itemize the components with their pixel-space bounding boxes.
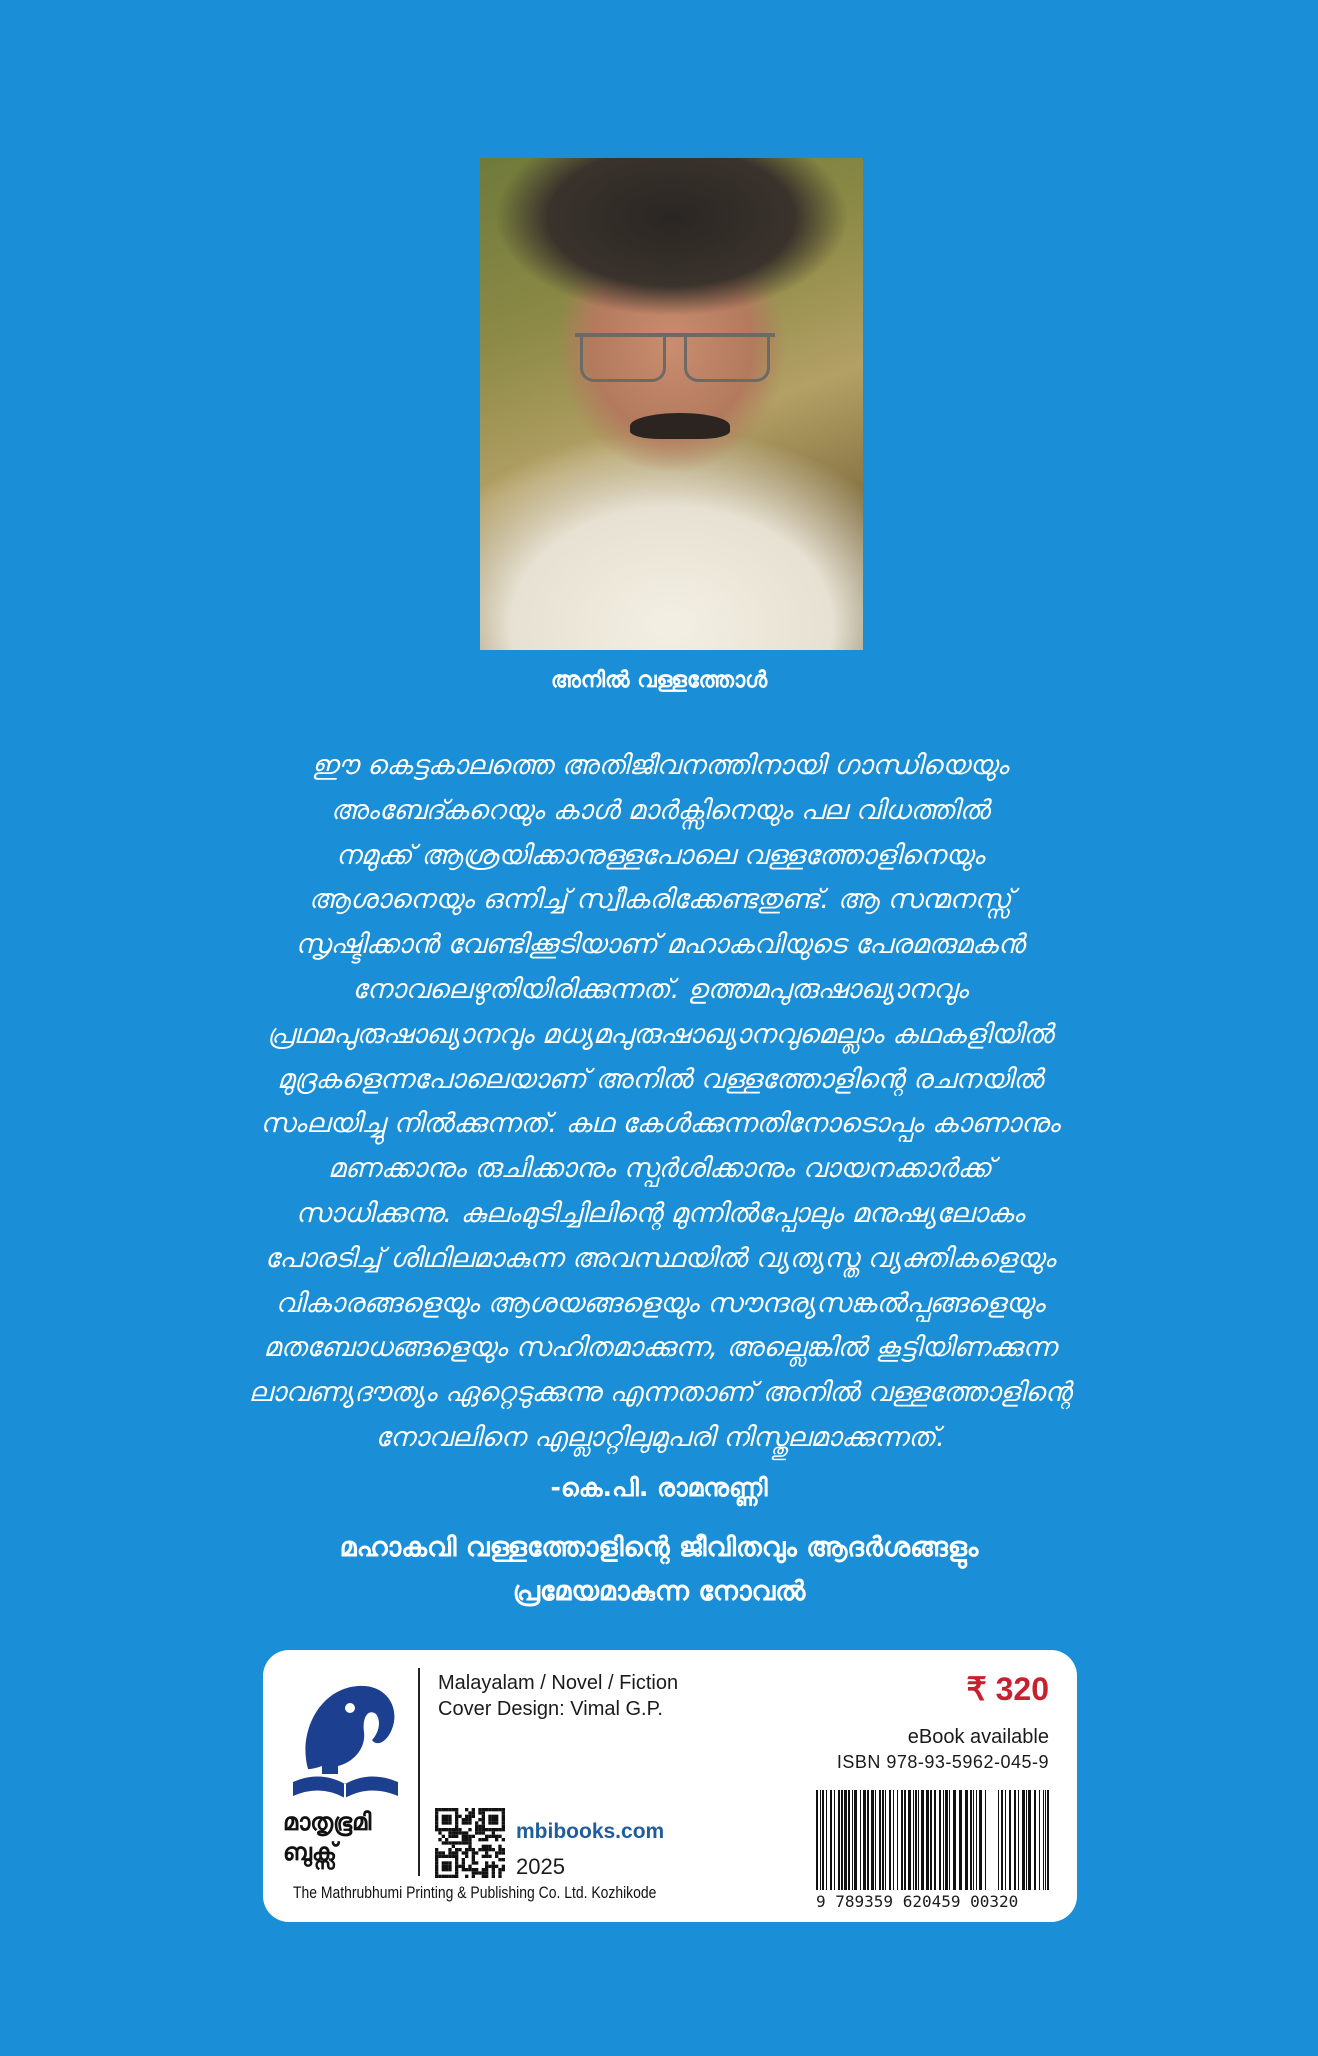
blurb-line: ആശാനെയും ഒന്നിച്ച് സ്വീകരിക്കേണ്ടതുണ്ട്. ആ സന്മനസ്സ് <box>308 884 1012 916</box>
tagline-line: മഹാകവി വള്ളത്തോളിന്റെ ജീവിതവും ആദർശങ്ങളും <box>339 1532 979 1563</box>
qr-code-icon <box>435 1808 505 1878</box>
barcode-icon <box>816 1790 1052 1890</box>
publication-year: 2025 <box>516 1854 565 1879</box>
cover-design-credit: Cover Design: Vimal G.P. <box>438 1698 663 1720</box>
logo-wordmark-line2: ബുക്സ് <box>283 1838 337 1866</box>
blurb-attribution: -കെ.പി. രാമനുണ്ണി <box>550 1473 768 1502</box>
website-link[interactable]: mbibooks.com <box>516 1820 665 1843</box>
tagline <box>0 1526 1318 1614</box>
blurb-line: അംബേദ്കറെയും കാൾ മാർക്സിനെയും പല വിധത്തിൽ <box>330 794 990 826</box>
logo-wordmark-line1: മാതൃഭൂമി <box>283 1808 372 1836</box>
blurb-line: പ്രഥമപുരുഷാഖ്യാനവും മധ്യമപുരുഷാഖ്യാനവുമെല്ലാം കഥകളിയിൽ <box>266 1018 1054 1050</box>
blurb-line: മുദ്രകളെന്നപോലെയാണ് അനിൽ വള്ളത്തോളിന്റെ രചനയിൽ <box>277 1063 1043 1095</box>
isbn: ISBN 978-93-5962-045-9 <box>836 1752 1049 1772</box>
tagline-line: പ്രമേയമാകുന്ന നോവൽ <box>512 1576 806 1607</box>
divider <box>418 1668 420 1876</box>
blurb-line: നമുക്ക് ആശ്രയിക്കാനുള്ളപോലെ വള്ളത്തോളിനെയും <box>335 839 985 871</box>
mustache-shape <box>630 413 730 439</box>
blurb-text <box>160 744 1160 1461</box>
blurb-line: മണക്കാനും രുചിക്കാനും സ്പർശിക്കാനും വായനക്കാർക്ക് <box>327 1153 993 1185</box>
blurb-line: നോവലെഴുതിയിരിക്കുന്നത്. ഉത്തമപുരുഷാഖ്യാനവും <box>352 973 968 1005</box>
author-photo <box>480 158 863 650</box>
glasses-shape <box>575 333 775 387</box>
blurb-line: മതബോധങ്ങളെയും സഹിതമാക്കുന്ന, അല്ലെങ്കിൽ കൂട്ടിയിണക്കുന്ന <box>263 1332 1057 1364</box>
blurb-line: ലാവണ്യദൗത്യം ഏറ്റെടുക്കുന്നു എന്നതാണ് അനിൽ വള്ളത്തോളിന്റെ <box>248 1377 1072 1409</box>
price: ₹ 320 <box>966 1671 1049 1707</box>
barcode-digits: 9 789359 620459 00320 <box>816 1892 1019 1911</box>
book-category: Malayalam / Novel / Fiction <box>438 1672 679 1694</box>
logo-wordmark <box>283 1807 413 1867</box>
blurb-line: വികാരങ്ങളെയും ആശയങ്ങളെയും സൗന്ദര്യസങ്കൽപ്പങ്ങളെയും <box>275 1287 1045 1319</box>
blurb-line: സാധിക്കുന്നു. കുലംമുടിച്ചിലിന്റെ മുന്നിൽപ്പോലും മനുഷ്യലോകം <box>295 1197 1025 1229</box>
info-box <box>263 1650 1077 1922</box>
blurb-line: സംലയിച്ചു നിൽക്കുന്നത്. കഥ കേൾക്കുന്നതിനോടൊപ്പം കാണാനും <box>260 1108 1060 1140</box>
elephant-book-logo-icon <box>288 1674 403 1804</box>
author-caption: അനിൽ വള്ളത്തോൾ <box>550 668 768 693</box>
ebook-note: eBook available <box>907 1726 1049 1748</box>
blurb-line: പോരടിച്ച് ശിഥിലമാകുന്ന അവസ്ഥയിൽ വ്യത്യസ്ത വ്യക്തികളെയും <box>264 1242 1056 1274</box>
blurb-line: ഈ കെട്ടകാലത്തെ അതിജീവനത്തിനായി ഗാന്ധിയെയും <box>311 750 1009 781</box>
blurb-line: സൃഷ്ടിക്കാൻ വേണ്ടിക്കൂടിയാണ് മഹാകവിയുടെ പേരമരുമകൻ <box>295 929 1025 961</box>
publisher-name: The Mathrubhumi Printing & Publishing Co. Ltd. Kozhikode <box>293 1883 657 1902</box>
blurb-line: നോവലിനെ എല്ലാറ്റിലുമുപരി നിസ്തുലമാക്കുന്നത്. <box>375 1421 945 1453</box>
